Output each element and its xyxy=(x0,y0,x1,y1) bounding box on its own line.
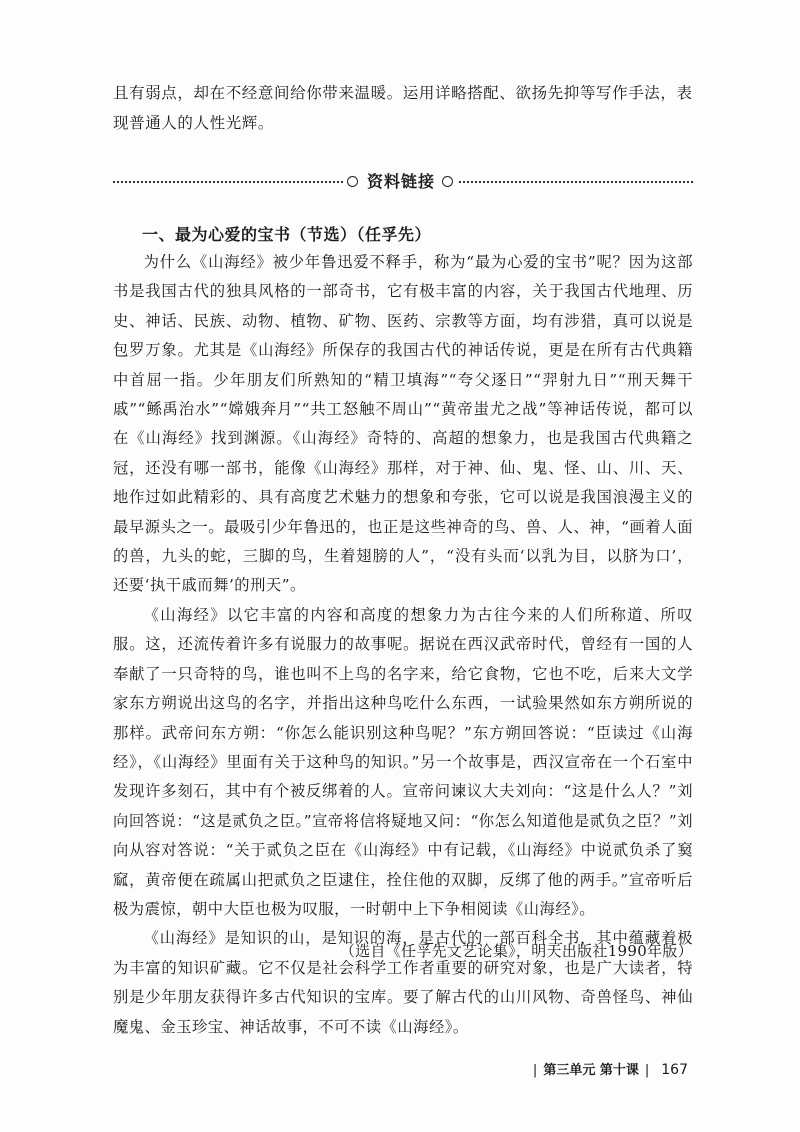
dotted-rule-right xyxy=(459,181,693,183)
article-body xyxy=(113,248,693,1042)
intro-paragraph: 且有弱点，却在不经意间给你带来温暖。运用详略搭配、欲扬先抑等写作手法，表现普通人的人性光辉。 xyxy=(113,84,693,132)
article-heading: 一、最为心爱的宝书（节选）（任孚先） xyxy=(142,225,432,244)
page-number: 167 xyxy=(661,1062,688,1078)
circle-ornament-icon xyxy=(347,176,358,187)
dotted-rule-left xyxy=(113,181,343,183)
footer-lesson: 第十课 xyxy=(599,1063,639,1078)
section-title: 资料链接 xyxy=(366,172,435,191)
page-footer xyxy=(527,1060,688,1081)
body-paragraph: 《山海经》以它丰富的内容和高度的想象力为古往今来的人们所称道、所叹服。这，还流传着许多有说服力的故事呢。据说在西汉武帝时代，曾经有一国的人奉献了一只奇特的鸟，谁也叫不上鸟的名字来，给它食物，它也不吃，后来大文学家东方朔说出这鸟的名字，并指出这种鸟吃什么东西，一试验果然如东方朔所说的那样。武帝问东方朔：“你怎么能识别这种鸟呢？”东方朔回答说：“臣读过《山海经》，《山海经》里面有关于这种鸟的知识。”另一个故事是，西汉宣帝在一个石室中发现许多刻石，其中有个被反绑着的人。宣帝问谏议大夫刘向：“这是什么人？”刘向回答说：“这是贰负之臣。”宣帝将信将疑地又问：“你怎么知道他是贰负之臣？”刘向从容对答说：“关于贰负之臣在《山海经》中有记载，《山海经》中说贰负杀了窫窳，黄帝便在疏属山把贰负之臣逮住，拴住他的双脚，反绑了他的两手。”宣帝听后极为震惊，朝中大臣也极为叹服，一时朝中上下争相阅读《山海经》。 xyxy=(113,605,693,918)
body-paragraph: 为什么《山海经》被少年鲁迅爱不释手，称为“最为心爱的宝书”呢？因为这部书是我国古代的独具风格的一部奇书，它有极丰富的内容，关于我国古代地理、历史、神话、民族、动物、植物、矿物、医药、宗教等方面，均有涉猎，真可以说是包罗万象。尤其是《山海经》所保存的我国古代的神话传说，更是在所有古代典籍中首屈一指。少年朋友们所熟知的“精卫填海”“夸父逐日”“羿射九日”“刑天舞干戚”“鲧禹治水”“嫦娥奔月”“共工怒触不周山”“黄帝蚩尤之战”等神话传说，都可以在《山海经》找到渊源。《山海经》奇特的、高超的想象力，也是我国古代典籍之冠，还没有哪一部书，能像《山海经》那样，对于神、仙、鬼、怪、山、川、天、地作过如此精彩的、具有高度艺术魅力的想象和夸张，它可以说是我国浪漫主义的最早源头之一。最吸引少年鲁迅的，也正是这些神奇的鸟、兽、人、神，“画着人面的兽，九头的蛇，三脚的鸟，生着翅膀的人”，“没有头而‘以乳为目，以脐为口’，还要‘执干戚而舞’的刑天”。 xyxy=(113,253,693,595)
footer-divider: | xyxy=(644,1063,650,1078)
circle-ornament-icon xyxy=(442,176,453,187)
footer-divider: | xyxy=(532,1063,538,1078)
section-divider xyxy=(113,170,693,194)
source-citation: （选自《任孚先文艺论集》，明天出版社1990年版） xyxy=(339,942,693,960)
body-paragraph: 《山海经》是知识的山，是知识的海，是古代的一部百科全书，其中蕴藏着极为丰富的知识矿藏。它不仅是社会科学工作者重要的研究对象，也是广大读者，特别是少年朋友获得许多古代知识的宝库。要了解古代的山川风物、奇兽怪鸟、神仙魔鬼、金玉珍宝、神话故事，不可不读《山海经》。 xyxy=(113,929,693,1036)
footer-unit: 第三单元 xyxy=(543,1063,596,1078)
